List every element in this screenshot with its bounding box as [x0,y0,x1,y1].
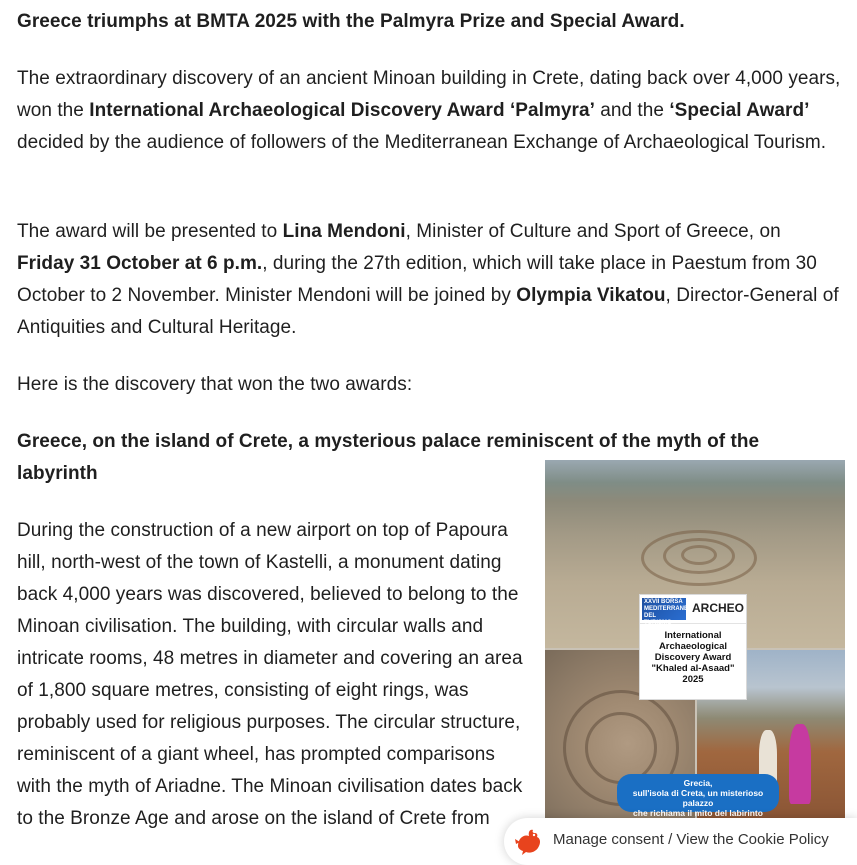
bold-award-name: International Archaeological Discovery Award ‘Palmyra’ [89,100,595,121]
caption-line: Grecia, [683,778,713,788]
bold-date: Friday 31 October at 6 p.m. [17,253,263,274]
paragraph-intro [17,63,843,159]
text-span: The extraordinary discovery of an ancient Minoan building in Crete, dating back over 4,000 years, won the [17,68,841,121]
ring-core [681,545,717,565]
paragraph-discovery: During the construction of a new airport on top of Papoura hill, north-west of the town of Kastelli, a monument dating back 4,000 years was discovered, believed to belong to the Minoan civilisation. The building, with circular walls and intricate rooms, 48 metres in diameter and covering an area of 1,800 square metres, consisting of eight rings, was probably used for religious purposes. The circular structure, reminiscent of a giant wheel, has prompted comparisons with the myth of Ariadne. The Minoan civilisation dates back to the Bronze Age and arose on the island of Crete from [17,520,523,829]
paragraph-lead-in: Here is the discovery that won the two awards: [17,374,413,395]
text-span: The award will be presented to [17,221,283,242]
award-line: Discovery Award [654,652,732,663]
article-title: Greece triumphs at BMTA 2025 with the Palmyra Prize and Special Award. [17,11,685,32]
award-line: "Khaled al-Asaad" [651,663,735,674]
paragraph-presentation [17,216,843,344]
rooster-icon [512,824,546,858]
text-span: , Minister of Culture and Sport of Greece, on [405,221,781,242]
award-line: 2025 [682,674,704,685]
cookie-consent-label[interactable]: Manage consent / View the Cookie Policy [553,831,829,848]
bold-special-award: ‘Special Award’ [669,100,810,121]
text-span: and the [594,100,670,121]
award-card [639,594,747,700]
award-line: Archaeological [658,641,728,652]
bmta-logo: XXVII BORSA MEDITERRANEA DEL TURISMO ARCHEOLOGICO [644,599,694,633]
section-heading: Greece, on the island of Crete, a mysterious palace reminiscent of the myth of the labyrinth [17,431,760,484]
image-caption [617,774,779,818]
caption-line: che richiama il mito del labirinto [633,808,763,818]
text-span: , Director-General of Antiquities and Cultural Heritage. [17,285,839,338]
archeo-logo: ARCHEO [691,601,744,615]
award-line: International [664,630,722,641]
person-figure [789,724,811,804]
article-image[interactable] [545,460,845,820]
cookie-consent-button[interactable] [504,818,857,865]
award-logos [640,595,746,633]
text-span: , during the 27th edition, which will take place in Paestum from 30 October to 2 November. Minister Mendoni will be joined by [17,253,817,306]
bold-director-name: Olympia Vikatou [516,285,666,306]
bold-minister-name: Lina Mendoni [282,221,406,242]
caption-line: sull'isola di Creta, un misterioso palazzo [632,788,764,808]
text-span: decided by the audience of followers of the Mediterranean Exchange of Archaeological Tourism. [17,132,827,153]
